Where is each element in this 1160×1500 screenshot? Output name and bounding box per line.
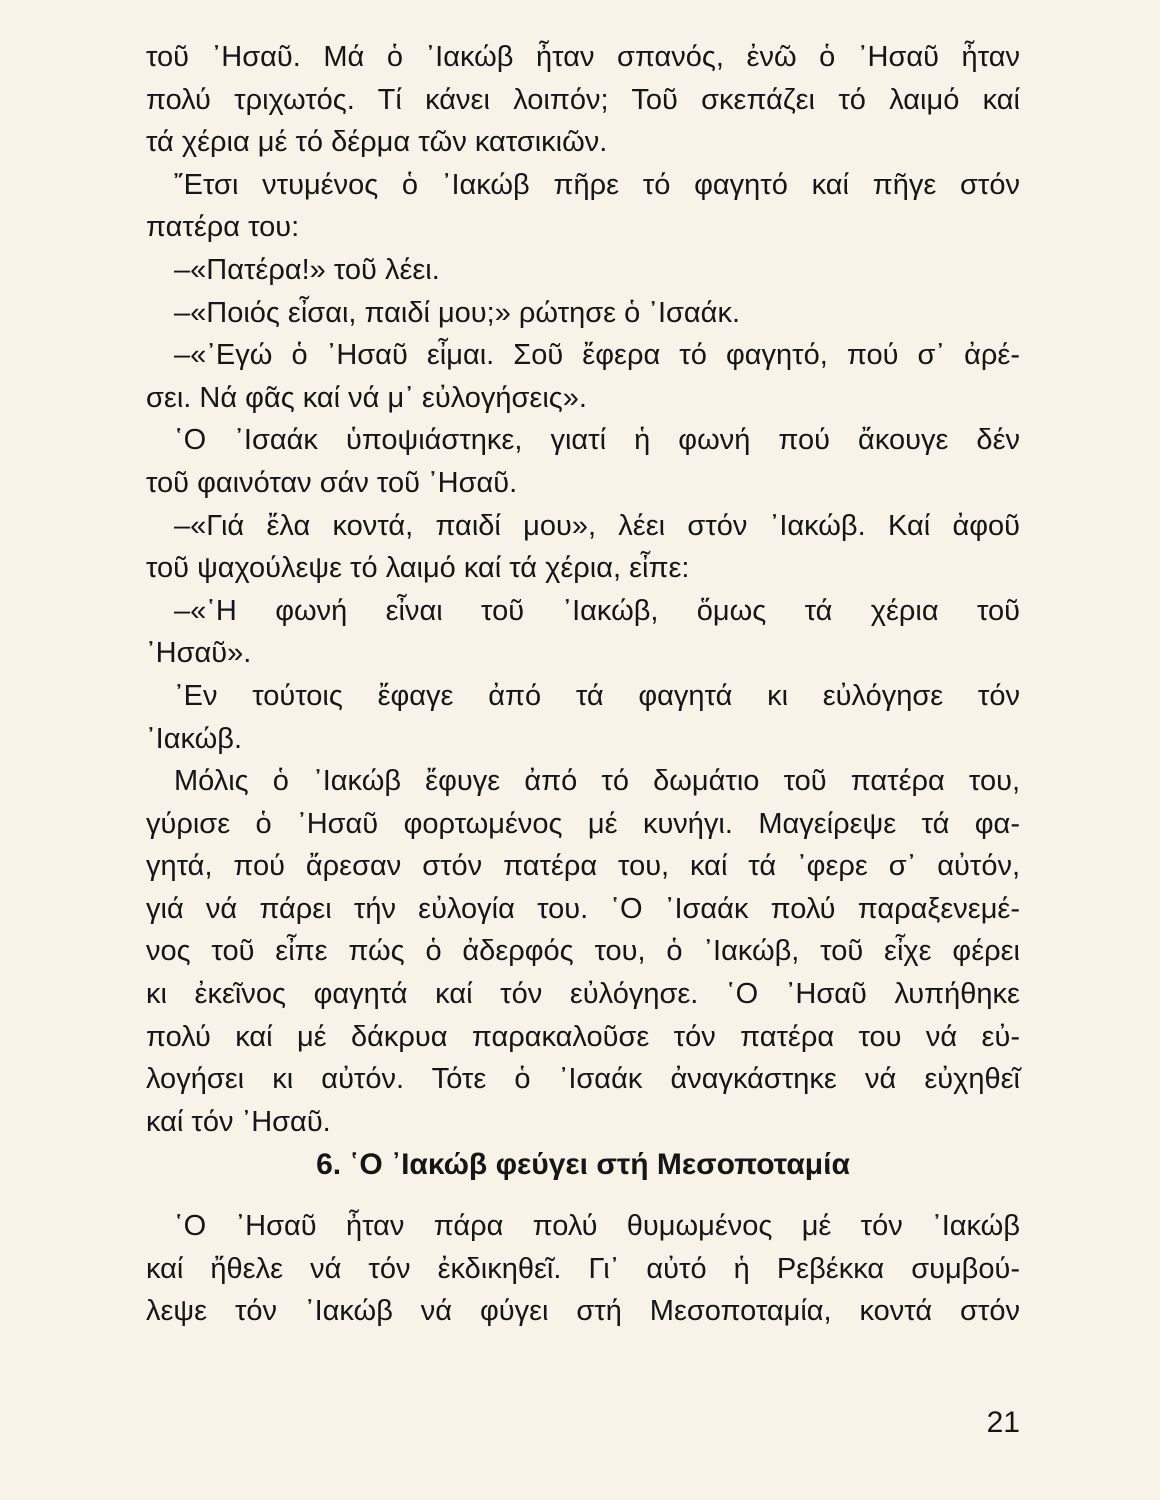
text-line: λογήσει κι αὐτόν. Τότε ὁ ᾿Ισαάκ ἀναγκάστηκε νά εὐχηθεῖ — [146, 1063, 1020, 1096]
text-line: –«Ποιός εἶσαι, παιδί μου;» ρώτησε ὁ ᾿Ισαάκ. — [174, 296, 740, 329]
text-line: καί ἤθελε νά τόν ἐκδικηθεῖ. Γι᾿ αὐτό ἡ Ρεβέκκα συμβού- — [146, 1252, 1020, 1285]
page-number: 21 — [986, 1406, 1020, 1439]
section-body-text — [146, 1205, 1020, 1333]
text-line: λεψε τόν ᾿Ιακώβ νά φύγει στή Μεσοποταμία, κοντά στόν — [146, 1295, 1020, 1328]
text-line: τοῦ ψαχούλεψε τό λαιμό καί τά χέρια, εἶπε: — [146, 552, 690, 585]
text-line: τά χέρια μέ τό δέρμα τῶν κατσικιῶν. — [146, 126, 608, 159]
text-line: σει. Νά φᾶς καί νά μ᾿ εὐλογήσεις». — [146, 381, 587, 414]
text-line: –«᾿Εγώ ὁ ᾿Ησαῦ εἶμαι. Σοῦ ἔφερα τό φαγητό, πού σ᾿ ἀρέ- — [174, 339, 1020, 372]
text-line: κι ἐκεῖνος φαγητά καί τόν εὐλόγησε. ῾Ο ᾿Ησαῦ λυπήθηκε — [146, 978, 1020, 1011]
text-line: πατέρα του: — [146, 211, 300, 244]
text-line: γύρισε ὁ ᾿Ησαῦ φορτωμένος μέ κυνήγι. Μαγείρεψε τά φα- — [146, 807, 1020, 840]
text-line: ῾Ο ᾿Ισαάκ ὑποψιάστηκε, γιατί ἡ φωνή πού ἄκουγε δέν — [174, 424, 1020, 457]
text-line: καί τόν ᾿Ησαῦ. — [146, 1105, 331, 1138]
text-line: γιά νά πάρει τήν εὐλογία του. ῾Ο ᾿Ισαάκ πολύ παραξενεμέ- — [146, 892, 1020, 925]
text-line: ῎Ετσι ντυμένος ὁ ᾿Ιακώβ πῆρε τό φαγητό καί πῆγε στόν — [174, 168, 1020, 201]
body-text — [146, 36, 1020, 1143]
text-line: γητά, πού ἄρεσαν στόν πατέρα του, καί τά ᾿φερε σ᾿ αὐτόν, — [146, 850, 1020, 883]
section-heading: 6. ῾Ο ᾿Ιακώβ φεύγει στή Μεσοποταμία — [316, 1148, 850, 1181]
text-line: τοῦ φαινόταν σάν τοῦ ᾿Ησαῦ. — [146, 466, 518, 499]
text-line: πολύ τριχωτός. Τί κάνει λοιπόν; Τοῦ σκεπάζει τό λαιμό καί — [146, 83, 1020, 116]
text-line: ᾿Εν τούτοις ἔφαγε ἀπό τά φαγητά κι εὐλόγησε τόν — [174, 679, 1020, 712]
text-line: –«῾Η φωνή εἶναι τοῦ ᾿Ιακώβ, ὅμως τά χέρια τοῦ — [174, 594, 1020, 627]
text-line: Μόλις ὁ ᾿Ιακώβ ἔφυγε ἀπό τό δωμάτιο τοῦ πατέρα του, — [174, 765, 1020, 798]
text-line: –«Γιά ἔλα κοντά, παιδί μου», λέει στόν ᾿Ιακώβ. Καί ἀφοῦ — [174, 509, 1020, 542]
text-line: ᾿Ησαῦ». — [146, 637, 252, 670]
text-line: –«Πατέρα!» τοῦ λέει. — [174, 253, 440, 286]
text-line: τοῦ ᾿Ησαῦ. Μά ὁ ᾿Ιακώβ ἦταν σπανός, ἐνῶ ὁ ᾿Ησαῦ ἦταν — [146, 41, 1020, 73]
text-line: νος τοῦ εἶπε πώς ὁ ἀδερφός του, ὁ ᾿Ιακώβ, τοῦ εἶχε φέρει — [146, 935, 1020, 968]
text-line: ῾Ο ᾿Ησαῦ ἦταν πάρα πολύ θυμωμένος μέ τόν ᾿Ιακώβ — [174, 1210, 1020, 1242]
text-line: ᾿Ιακώβ. — [146, 722, 243, 755]
text-line: πολύ καί μέ δάκρυα παρακαλοῦσε τόν πατέρα του νά εὐ- — [146, 1020, 1020, 1053]
